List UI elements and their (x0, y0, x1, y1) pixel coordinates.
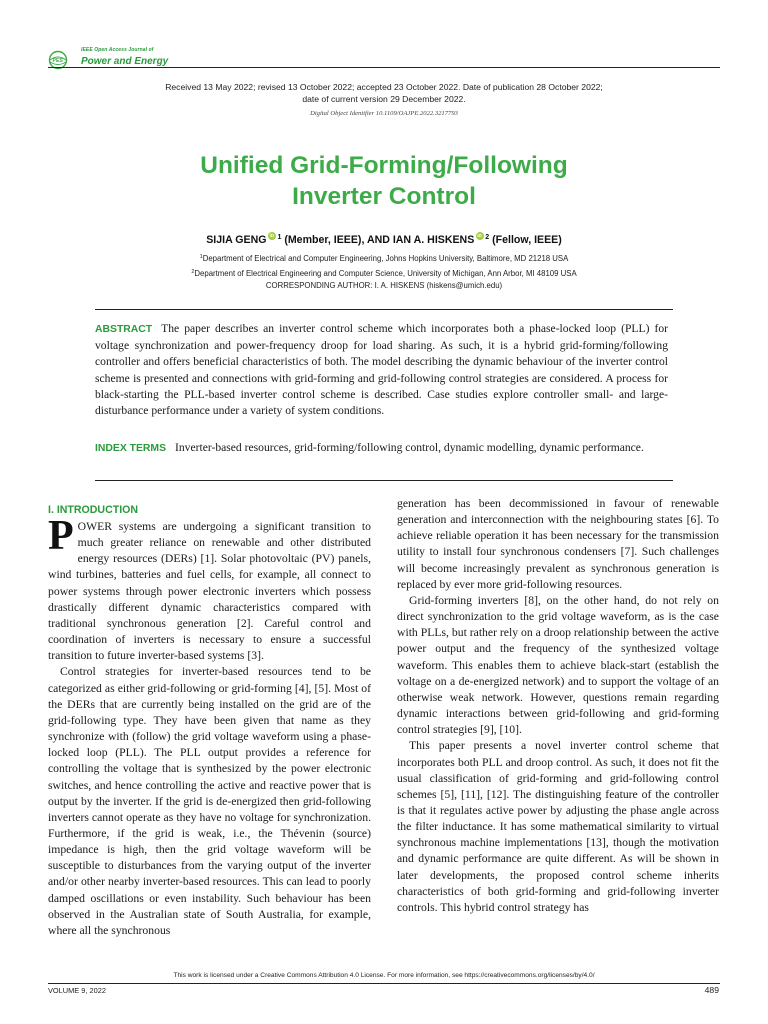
title-line1: Unified Grid-Forming/Following (200, 152, 568, 179)
intro-paragraph-1-text: OWER systems are undergoing a significant transition to much greater reliance on renewable and other distributed energy resources (DERs) [1]. Solar photovoltaic (PV) panels, wind turbines, batteries and fuel cells, for example, all connect to power systems through power electronic inverters which possess drastically different dynamic characteristics compared with traditional synchronous generation [2]. Careful control and coordination of inverters is necessary to ensure a successful transition to future inverter-based systems [3]. (48, 520, 371, 663)
author2-affiliation-number: 2 (485, 234, 490, 241)
journal-name-line1: IEEE Open Access Journal of (81, 47, 154, 53)
index-terms (95, 440, 668, 457)
logo-text: PES (52, 58, 63, 65)
license-note: This work is licensed under a Creative Commons Attribution 4.0 License. For more information, see https://creativecommons.org/licenses/by/4.0/ (173, 972, 595, 979)
right-column (397, 496, 719, 916)
affiliation-1-text: Department of Electrical and Computer Engineering, Johns Hopkins University, Baltimore, MD 21218 USA (202, 254, 569, 263)
affiliation-1-number: 1 (199, 254, 203, 260)
affiliation-2 (40, 266, 728, 281)
affiliation-2-text: Department of Electrical Engineering and Computer Science, University of Michigan, Ann Arbor, MI 48109 USA (194, 268, 577, 278)
footer-divider (48, 983, 720, 984)
intro-paragraph-4: This paper presents a novel inverter control scheme that incorporates both PLL and droop control. As such, it does not fit the usual classification of grid-forming and grid-following control schemes [5], [11], [12]. The distinguishing feature of the controller is that it regulates active power by adjusting the phase angle across the filter inductance. It has some mathematical similarity to virtual synchronous machine implementations [13], though the motivation and dynamic performance are quite different. As will be shown in later developments, the proposed control scheme inherits characteristics of both grid-forming and grid-following inverter controls. This hybrid control strategy has (397, 739, 719, 914)
intro-paragraph-2: Control strategies for inverter-based resources tend to be categorized as either grid-following or grid-forming [4], [5]. Most of the DERs that are currently being installed on the grid are of the grid-following type. They have been given that name as they synchronize with (follow) the grid voltage waveform using a phase-locked loop (PLL). The PLL output provides a reference for controlling the voltage that is synthesized by the power electronic switches, and hence controlling the active and reactive power that is output by the inverter. If the grid is de-energized then grid-following inverters cannot operate as they have no voltage for synchronization. Furthermore, if the grid is weak, i.e., the Thévenin (source) impedance is high, then the grid voltage waveform will be susceptible to disturbances from the varying output of the inverter and/or other nearby inverter-based resources. This can lead to poorly damped oscillations or even instability. Such behaviour has been observed in the Australian state of South Australia, for example, where all the synchronous (48, 665, 371, 937)
journal-name-line2: Power and Energy (81, 56, 169, 67)
orcid-icon[interactable] (476, 232, 484, 240)
page-number: 489 (704, 985, 719, 995)
corresponding-author: CORRESPONDING AUTHOR: I. A. HISKENS (hiskens@umich.edu) (265, 281, 503, 290)
affiliation-1 (40, 251, 728, 266)
abstract-label: ABSTRACT (95, 324, 153, 335)
index-terms-label: INDEX TERMS (95, 443, 167, 454)
section-heading: I. INTRODUCTION (48, 504, 139, 516)
publication-dates (100, 82, 668, 105)
author2-role: (Fellow, IEEE) (492, 234, 562, 246)
author1-name: SIJIA GENG (206, 234, 267, 246)
abstract-bottom-rule (95, 480, 673, 481)
intro-paragraph-2-continued: generation has been decommissioned in favour of renewable generation and interconnection with the neighbouring states [6]. To achieve reliable operation it has been necessary for the transmission utility to install four synchronous condensers [7]. Such challenges will become increasingly prevalent as synchronous generation is replaced by ever more grid-following resources. (397, 497, 719, 591)
intro-paragraph-3: Grid-forming inverters [8], on the other hand, do not rely on direct synchronization to the grid voltage waveform, as is the case with PLLs, but rather rely on a droop relationship between the active power output and the frequency of the synthesized voltage waveform. This enables them to achieve black-start (establish the voltage on a de-energized network) and to support the voltage of an otherwise weak network. However, questions remain regarding dynamic interactions between grid-following and grid-forming control strategies [9], [10]. (397, 593, 719, 737)
header-divider (48, 67, 720, 68)
left-column (48, 503, 371, 939)
affiliation-2-number: 2 (191, 268, 195, 275)
volume-label: VOLUME 9, 2022 (48, 986, 106, 995)
author1-affiliation-number: 1 (277, 234, 282, 241)
affiliations (40, 251, 728, 293)
dates-line2: date of current version 29 December 2022. (302, 93, 466, 104)
doi: Digital Object Identifier 10.1109/OAJPE.2022.3217793 (310, 110, 458, 117)
abstract (95, 321, 668, 419)
abstract-text: The paper describes an inverter control scheme which incorporates both a phase-locked loop (PLL) for voltage synchronization and power-frequency droop for load sharing. As such, it is a hybrid grid-forming/following controller and offers beneficial characteristics of both. The model describing the dynamic behaviour of the inverter control scheme is presented and connections with grid-forming and grid-following control strategies are considered. A process for black-starting the PLL-based inverter control scheme is described. Case studies explore controller small- and large-disturbance performance under a variety of system conditions. (95, 322, 668, 418)
orcid-icon[interactable] (268, 232, 276, 240)
author-line (40, 232, 728, 246)
paper-title (60, 150, 708, 212)
dates-line1: Received 13 May 2022; revised 13 October 2022; accepted 23 October 2022. Date of publication 28 October 2022; (165, 82, 603, 92)
abstract-top-rule (95, 309, 673, 310)
author1-role-and-author2: (Member, IEEE), AND IAN A. HISKENS (284, 234, 475, 246)
intro-paragraph-1 (48, 513, 371, 664)
index-terms-text: Inverter-based resources, grid-forming/following control, dynamic modelling, dynamic performance. (175, 441, 644, 454)
title-line2: Inverter Control (292, 183, 476, 210)
drop-cap: P (48, 513, 74, 559)
